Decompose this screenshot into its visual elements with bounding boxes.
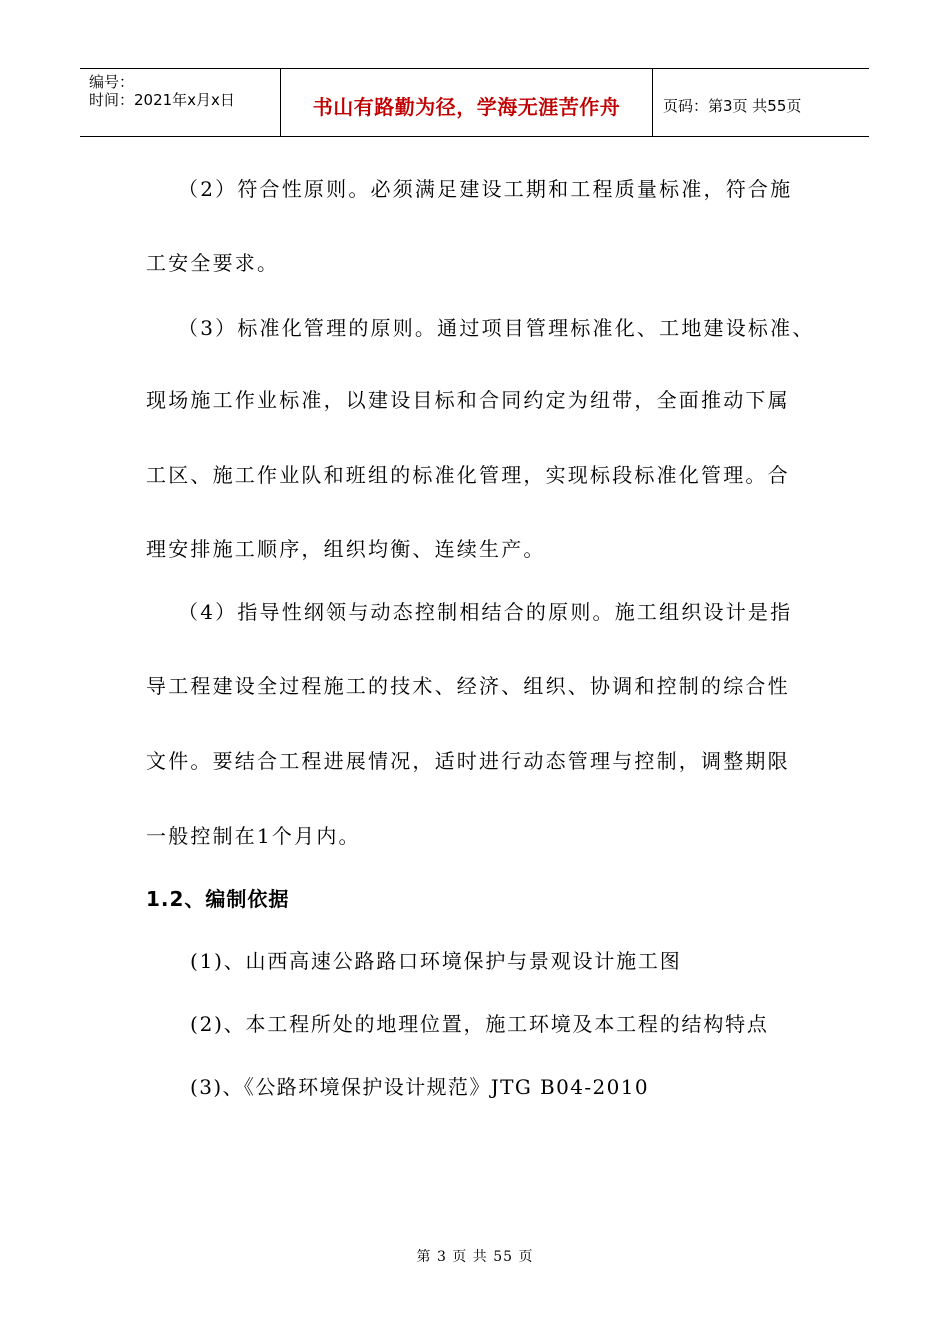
body-line-8: 导工程建设全过程施工的技术、经济、组织、协调和控制的综合性 (146, 674, 790, 698)
body-line-10: 一般控制在1个月内。 (146, 824, 361, 848)
body-line-1: （2）符合性原则。必须满足建设工期和工程质量标准，符合施 (178, 177, 793, 201)
body-line-5: 工区、施工作业队和班组的标准化管理，实现标段标准化管理。合 (146, 463, 790, 487)
body-line-7: （4）指导性纲领与动态控制相结合的原则。施工组织设计是指 (178, 600, 793, 624)
page-header (80, 68, 869, 137)
basis-item-1: (1)、山西高速公路路口环境保护与景观设计施工图 (190, 949, 682, 973)
body-line-3: （3）标准化管理的原则。通过项目管理标准化、工地建设标准、 (178, 316, 815, 340)
body-line-6: 理安排施工顺序，组织均衡、连续生产。 (146, 537, 546, 561)
header-page-info-cell (653, 69, 869, 136)
document-number-label: 编号： (89, 73, 135, 91)
header-meta (80, 69, 281, 136)
body-line-2: 工安全要求。 (146, 251, 280, 275)
body-line-4: 现场施工作业标准，以建设目标和合同约定为纽带，全面推动下属 (146, 388, 790, 412)
body-line-9: 文件。要结合工程进展情况，适时进行动态管理与控制，调整期限 (146, 749, 790, 773)
document-time-label: 时间：2021年x月x日 (89, 91, 235, 109)
header-motto: 书山有路勤为径，学海无涯苦作舟 (312, 95, 621, 119)
page-footer: 第 3 页 共 55 页 (416, 1249, 534, 1265)
header-page-info: 页码：第3页 共55页 (663, 97, 802, 115)
basis-item-3: (3)、《公路环境保护设计规范》JTG B04-2010 (190, 1075, 650, 1099)
basis-item-2: (2)、本工程所处的地理位置，施工环境及本工程的结构特点 (190, 1012, 769, 1036)
header-motto-cell (281, 69, 653, 136)
section-heading: 1.2、编制依据 (146, 887, 290, 911)
